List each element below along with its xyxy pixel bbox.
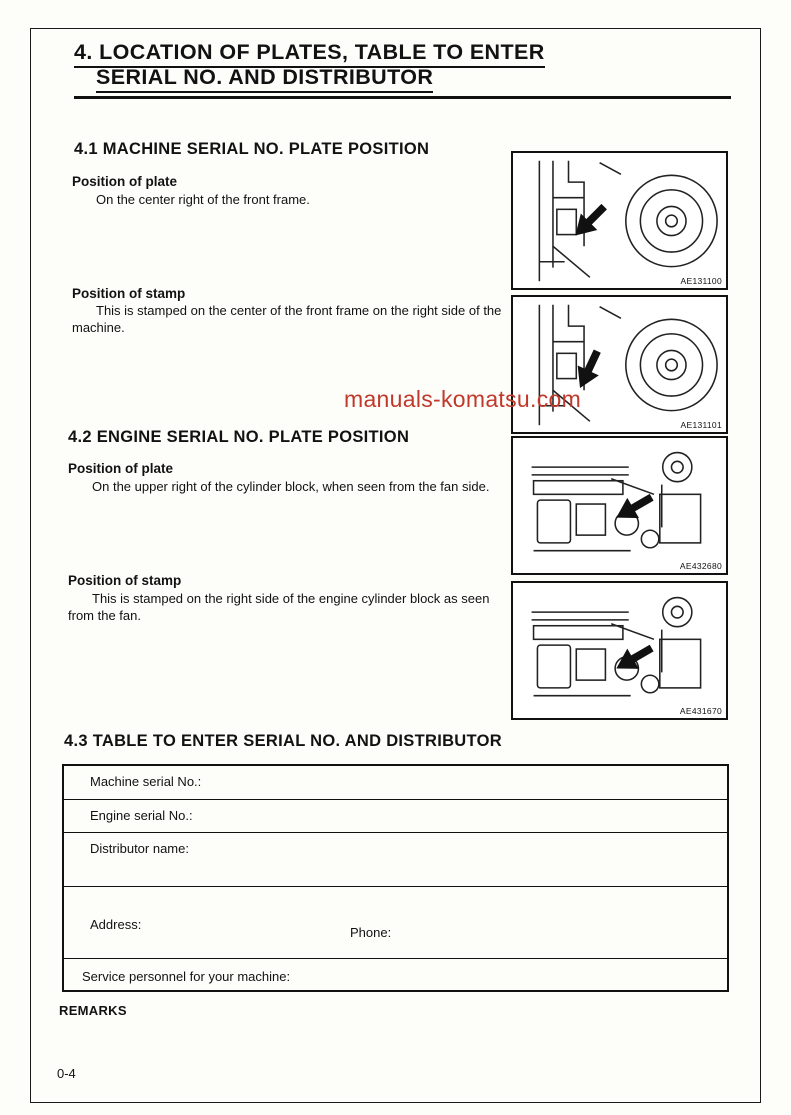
table-row-machine-serial (64, 766, 727, 799)
serial-number-table (62, 764, 729, 992)
section-41-stamp-label: Position of stamp (72, 286, 186, 301)
stamp-location-arrow-icon (610, 638, 657, 679)
figure-engine-stamp-position (511, 581, 728, 720)
machine-serial-label: Machine serial No.: (90, 774, 202, 789)
remarks-label: REMARKS (59, 1003, 127, 1018)
page-number: 0-4 (57, 1066, 76, 1081)
figure-machine-plate-position (511, 151, 728, 290)
engine-drawing (513, 583, 726, 718)
section-42-stamp-label: Position of stamp (68, 573, 182, 588)
section-41-stamp-body: This is stamped on the center of the front frame on the right side of the machine. (72, 303, 502, 335)
section-43-heading: 4.3 TABLE TO ENTER SERIAL NO. AND DISTRIBUTOR (64, 732, 502, 750)
section-42-stamp-body: This is stamped on the right side of the engine cylinder block as seen from the fan. (68, 591, 490, 623)
table-row-address-phone (64, 886, 727, 958)
watermark-text: manuals-komatsu.com (344, 386, 582, 412)
page-title-line-1: 4. LOCATION OF PLATES, TABLE TO ENTER (74, 40, 545, 68)
section-41-heading: 4.1 MACHINE SERIAL NO. PLATE POSITION (74, 140, 430, 158)
phone-label: Phone: (350, 925, 392, 940)
section-42-plate-label: Position of plate (68, 461, 174, 476)
figure-code: AE432680 (679, 561, 722, 571)
address-label: Address: (90, 917, 142, 932)
service-personnel-label: Service personnel for your machine: (82, 969, 291, 984)
engine-serial-label: Engine serial No.: (90, 808, 193, 823)
figure-code: AE131100 (680, 276, 722, 286)
figure-code: AE431670 (679, 706, 722, 716)
figure-code: AE131101 (680, 420, 722, 430)
table-row-engine-serial (64, 799, 727, 832)
table-row-service-personnel (64, 958, 727, 994)
section-41-plate-body: On the center right of the front frame. (96, 192, 310, 207)
distributor-name-label: Distributor name: (90, 841, 189, 856)
section-42-heading: 4.2 ENGINE SERIAL NO. PLATE POSITION (68, 428, 410, 446)
table-row-distributor-name (64, 832, 727, 886)
figure-engine-plate-position (511, 436, 728, 575)
figure-machine-stamp-position (511, 295, 728, 434)
section-42-plate-body: On the upper right of the cylinder block, when seen from the fan side. (92, 479, 490, 494)
section-41-plate-label: Position of plate (72, 174, 178, 189)
engine-drawing (513, 438, 726, 573)
title-underline-rule (74, 96, 731, 99)
machine-front-drawing (513, 153, 726, 288)
page-title-line-2: SERIAL NO. AND DISTRIBUTOR (96, 65, 433, 93)
plate-location-arrow-icon (567, 198, 612, 243)
